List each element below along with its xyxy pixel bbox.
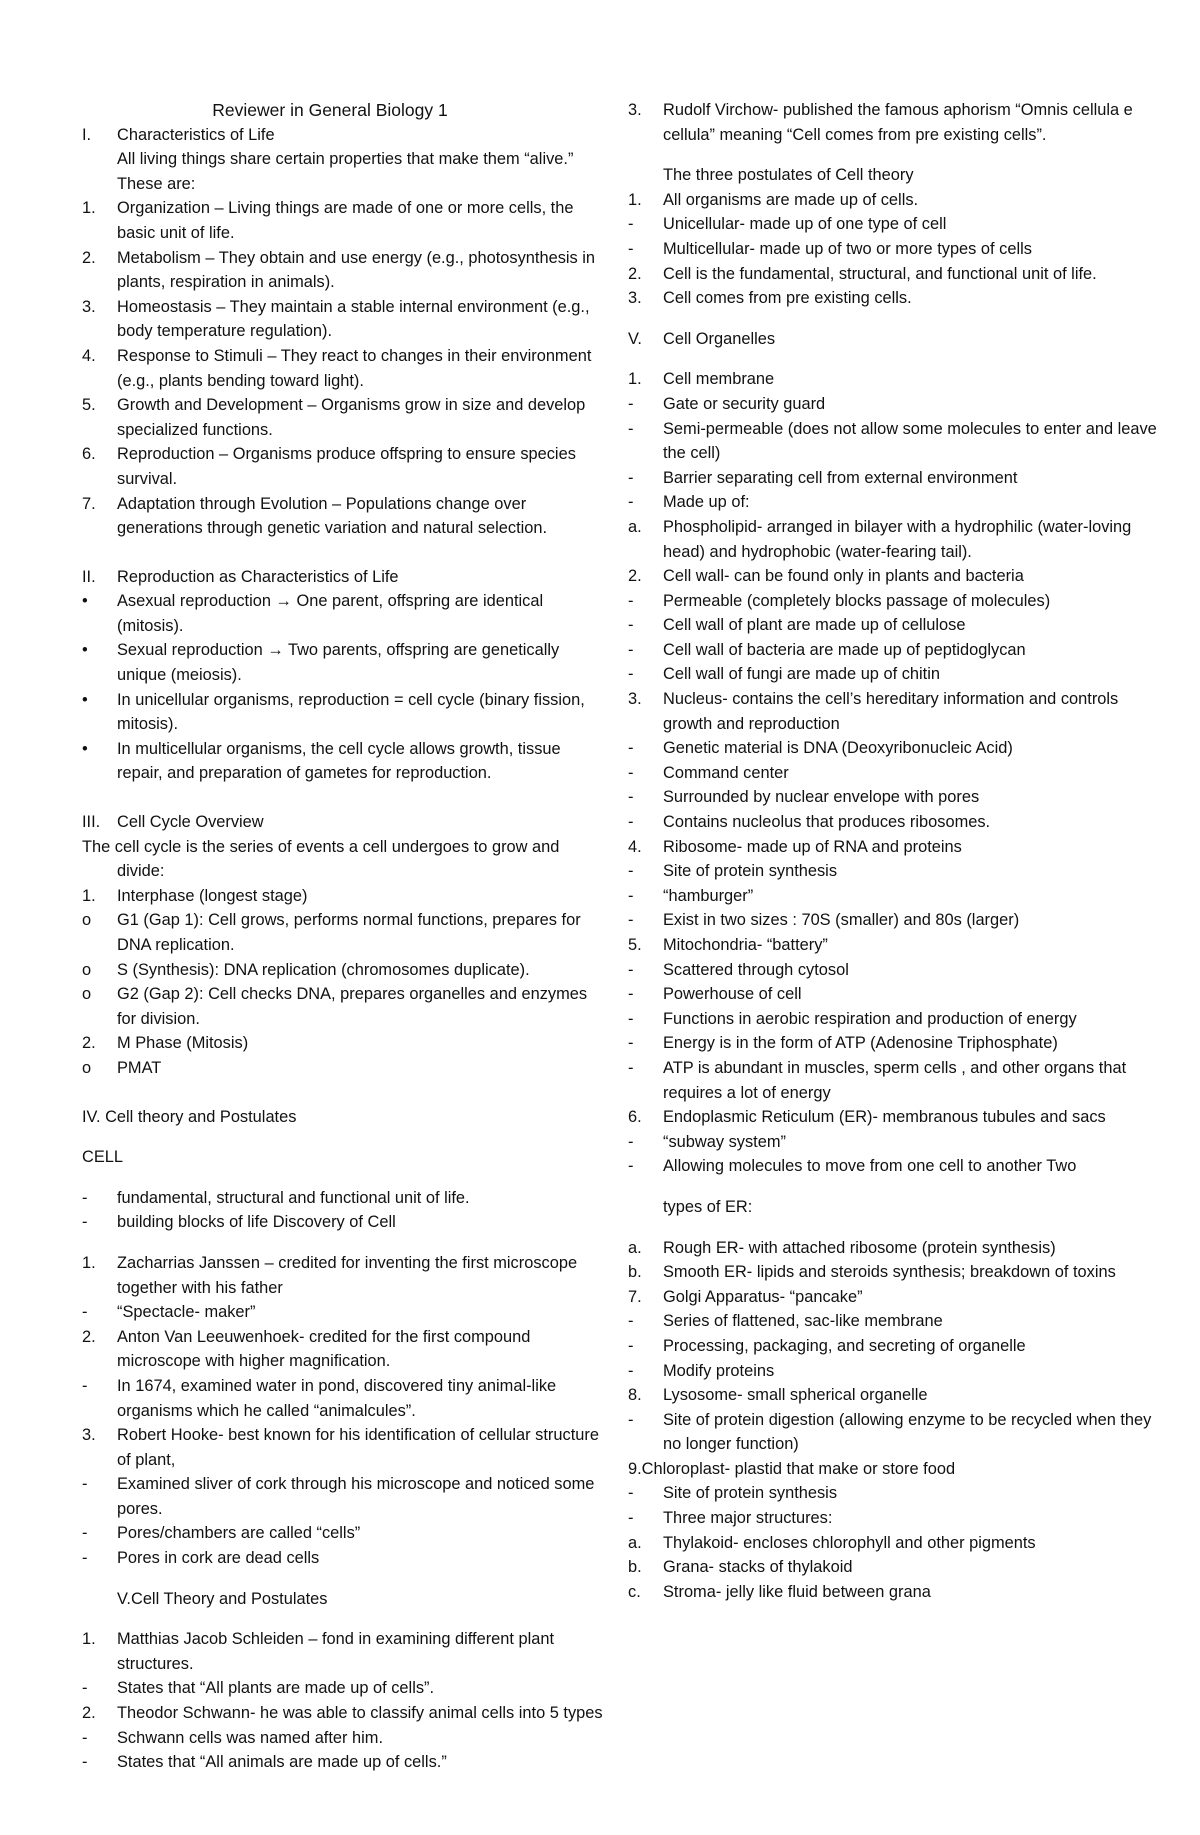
- list-marker: 7.: [628, 1287, 642, 1306]
- list-item-text: Endoplasmic Reticulum (ER)- membranous tubules and sacs: [663, 1108, 1106, 1127]
- list-item-text: All organisms are made up of cells.: [663, 190, 919, 209]
- list-marker: 5.: [628, 936, 642, 954]
- list-item: [628, 212, 1168, 237]
- text-line: divide:: [117, 862, 165, 881]
- list-marker: 2.: [628, 567, 642, 586]
- list-item-text: Cell wall of plant are made up of cellulose: [663, 616, 966, 635]
- list-item-text: Contains nucleolus that produces ribosomes.: [663, 813, 991, 832]
- list-item-text: Cell wall of fungi are made up of chitin: [663, 665, 940, 684]
- list-item: [82, 246, 608, 295]
- list-item: [628, 613, 1168, 638]
- list-item: [628, 1309, 1168, 1334]
- list-item-text: States that “All animals are made up of cells.”: [117, 1753, 447, 1772]
- list-item: [628, 638, 1168, 663]
- list-item: [628, 564, 1168, 589]
- list-item: [82, 1676, 608, 1701]
- list-item: [628, 1383, 1168, 1408]
- list-item: [628, 367, 1168, 392]
- right-column: [628, 98, 1168, 1604]
- list-marker: 1.: [82, 886, 96, 905]
- list-item: [628, 1408, 1168, 1457]
- list-marker: -: [628, 813, 634, 832]
- list-item-text: Processing, packaging, and secreting of organelle: [663, 1336, 1026, 1355]
- list-marker: 1.: [82, 199, 96, 218]
- list-marker: -: [628, 591, 634, 610]
- left-column-lines: [82, 123, 608, 1775]
- list-item-text: Thylakoid- encloses chlorophyll and other pigments: [663, 1533, 1036, 1552]
- list-item-text: Site of protein digestion (allowing enzyme to be recycled when they no longer function): [663, 1410, 1152, 1454]
- list-item: [82, 1186, 608, 1211]
- list-item: [628, 466, 1168, 491]
- list-item-text: Made up of:: [663, 493, 750, 512]
- list-marker: -: [628, 886, 634, 905]
- list-marker: -: [628, 1312, 634, 1331]
- list-marker: -: [628, 493, 634, 512]
- list-item-text: Growth and Development – Organisms grow in size and develop specialized functions.: [117, 396, 586, 439]
- list-item: [628, 1031, 1168, 1056]
- list-marker: -: [628, 640, 634, 659]
- spacer: [82, 1611, 608, 1627]
- list-item: [628, 662, 1168, 687]
- list-item: [82, 1627, 608, 1676]
- list-marker: 2.: [82, 1327, 96, 1346]
- list-item-text: Genetic material is DNA (Deoxyribonucleic Acid): [663, 739, 1013, 758]
- list-marker: -: [628, 1361, 634, 1380]
- list-item-text: “hamburger”: [663, 886, 754, 905]
- list-marker: 3.: [82, 297, 96, 316]
- list-item: [82, 442, 608, 491]
- list-marker: 3.: [628, 289, 642, 308]
- list-item: [628, 1130, 1168, 1155]
- text-line: IV. Cell theory and Postulates: [82, 1107, 297, 1126]
- list-item: [628, 908, 1168, 933]
- spacer: [628, 147, 1168, 163]
- list-item-text: Ribosome- made up of RNA and proteins: [663, 837, 962, 856]
- list-item-text: Lysosome- small spherical organelle: [663, 1386, 928, 1405]
- list-marker: •: [82, 739, 88, 758]
- list-marker: o: [82, 960, 92, 979]
- spacer: [82, 786, 608, 810]
- list-marker: -: [628, 911, 634, 930]
- text-line: types of ER:: [663, 1197, 753, 1216]
- list-marker: 1.: [82, 1630, 96, 1649]
- list-marker: 2.: [82, 248, 96, 267]
- list-item-text: Reproduction as Characteristics of Life: [117, 567, 399, 586]
- list-item: [82, 589, 608, 638]
- list-item-text: “Spectacle- maker”: [117, 1303, 256, 1322]
- list-marker: 2.: [628, 264, 642, 283]
- list-marker: -: [628, 1157, 634, 1176]
- list-marker: -: [628, 1009, 634, 1028]
- list-item: [82, 393, 608, 442]
- list-item: [82, 1325, 608, 1374]
- list-item: [82, 1546, 608, 1571]
- list-marker: c.: [628, 1582, 641, 1601]
- list-item: [82, 1472, 608, 1521]
- list-marker: 3.: [82, 1426, 96, 1445]
- list-item-text: Cell Cycle Overview: [117, 813, 264, 832]
- text-line: V.Cell Theory and Postulates: [117, 1589, 328, 1608]
- list-item: [82, 344, 608, 393]
- list-item: [628, 736, 1168, 761]
- list-marker: -: [82, 1524, 88, 1543]
- list-item: [628, 237, 1168, 262]
- list-item-text: “subway system”: [663, 1132, 786, 1151]
- list-item: [628, 761, 1168, 786]
- list-item-text: States that “All plants are made up of cells”.: [117, 1679, 435, 1698]
- list-marker: -: [628, 1132, 634, 1151]
- list-marker: -: [628, 1058, 634, 1077]
- list-item-text: M Phase (Mitosis): [117, 1034, 249, 1053]
- list-marker: -: [628, 788, 634, 807]
- list-marker: o: [82, 911, 92, 930]
- list-item-text: Asexual reproduction → One parent, offspring are identical (mitosis).: [117, 592, 544, 635]
- list-item-text: Powerhouse of cell: [663, 985, 802, 1004]
- list-item: [628, 1555, 1168, 1580]
- spacer: [82, 541, 608, 565]
- list-marker: -: [628, 1336, 634, 1355]
- list-marker: -: [628, 862, 634, 881]
- list-item-text: PMAT: [117, 1058, 162, 1077]
- list-marker: -: [82, 1679, 88, 1698]
- list-item: [628, 810, 1168, 835]
- list-item: [628, 1105, 1168, 1130]
- list-item-text: Cell wall- can be found only in plants and bacteria: [663, 567, 1024, 586]
- list-marker: 2.: [82, 1704, 96, 1723]
- list-item: [82, 958, 608, 983]
- list-item: [628, 286, 1168, 311]
- list-marker: -: [82, 1188, 88, 1207]
- list-item: [628, 1531, 1168, 1556]
- list-item-text: Golgi Apparatus- “pancake”: [663, 1287, 863, 1306]
- list-item-text: Rough ER- with attached ribosome (protein synthesis): [663, 1238, 1056, 1257]
- list-item-text: Cell is the fundamental, structural, and functional unit of life.: [663, 264, 1097, 283]
- list-item-text: Rudolf Virchow- published the famous aphorism “Omnis cellula e cellula” meaning “Cell comes from pre existing cells”.: [663, 101, 1133, 144]
- list-item: [628, 1007, 1168, 1032]
- list-marker: 3.: [628, 101, 642, 119]
- list-marker: 7.: [82, 494, 96, 513]
- text-line: 9.Chloroplast- plastid that make or store food: [628, 1459, 956, 1478]
- list-item-text: In unicellular organisms, reproduction = cell cycle (binary fission, mitosis).: [117, 690, 585, 734]
- list-item: [82, 1210, 608, 1235]
- list-marker: -: [82, 1303, 88, 1322]
- list-marker: -: [628, 1034, 634, 1053]
- list-marker: o: [82, 985, 92, 1004]
- list-marker: b.: [628, 1558, 642, 1577]
- list-item-text: Grana- stacks of thylakoid: [663, 1558, 853, 1577]
- list-marker: -: [628, 616, 634, 635]
- list-item-text: Smooth ER- lipids and steroids synthesis; breakdown of toxins: [663, 1263, 1116, 1282]
- list-item-text: Homeostasis – They maintain a stable internal environment (e.g., body temperature regulation).: [117, 297, 590, 341]
- list-item-text: Energy is in the form of ATP (Adenosine Triphosphate): [663, 1034, 1058, 1053]
- list-item-text: Examined sliver of cork through his microscope and noticed some pores.: [117, 1475, 595, 1518]
- list-marker: •: [82, 641, 88, 660]
- list-item: [628, 687, 1168, 736]
- list-item-text: Functions in aerobic respiration and production of energy: [663, 1009, 1077, 1028]
- list-marker: -: [628, 985, 634, 1004]
- list-marker: -: [628, 215, 634, 234]
- list-item: [628, 933, 1168, 958]
- spacer: [82, 1129, 608, 1145]
- list-item-text: Site of protein synthesis: [663, 862, 838, 881]
- spacer: [82, 1571, 608, 1587]
- list-marker: -: [628, 665, 634, 684]
- list-item: [82, 884, 608, 909]
- spacer: [82, 1170, 608, 1186]
- text-line: All living things share certain properties that make them “alive.” These are:: [117, 150, 574, 193]
- list-marker: -: [628, 739, 634, 758]
- list-item: [82, 123, 608, 148]
- list-item: [628, 188, 1168, 213]
- list-item: [628, 785, 1168, 810]
- list-item-text: Nucleus- contains the cell’s hereditary information and controls growth and reproduction: [663, 690, 1119, 733]
- list-item: [628, 1056, 1168, 1105]
- list-marker: 3.: [628, 690, 642, 709]
- list-item-text: Series of flattened, sac-like membrane: [663, 1312, 943, 1331]
- list-marker: -: [628, 960, 634, 979]
- list-marker: 1.: [628, 370, 642, 389]
- list-item-text: Zacharrias Janssen – credited for inventing the first microscope together with his father: [117, 1253, 578, 1297]
- document-title: Reviewer in General Biology 1: [212, 100, 448, 120]
- list-item-text: G1 (Gap 1): Cell grows, performs normal functions, prepares for DNA replication.: [117, 911, 581, 954]
- list-item: [628, 1154, 1168, 1179]
- right-column-lines: [628, 98, 1168, 1604]
- list-item: [628, 1580, 1168, 1605]
- list-item-text: S (Synthesis): DNA replication (chromosomes duplicate).: [117, 960, 530, 979]
- list-item: [628, 1285, 1168, 1310]
- list-marker: -: [628, 1509, 634, 1528]
- list-item-text: Cell Organelles: [663, 329, 776, 348]
- spacer: [628, 351, 1168, 367]
- list-marker: b.: [628, 1263, 642, 1282]
- list-marker: III.: [82, 813, 101, 832]
- list-item-text: Response to Stimuli – They react to changes in their environment (e.g., plants bending toward light).: [117, 346, 592, 390]
- list-item: [82, 1423, 608, 1472]
- list-item: [82, 1056, 608, 1081]
- list-item-text: building blocks of life Discovery of Cell: [117, 1213, 396, 1232]
- list-marker: I.: [82, 125, 92, 144]
- list-item-text: Barrier separating cell from external environment: [663, 468, 1018, 487]
- list-item-text: Theodor Schwann- he was able to classify animal cells into 5 types: [117, 1704, 603, 1723]
- list-item: [82, 982, 608, 1031]
- list-item-text: Phospholipid- arranged in bilayer with a hydrophilic (water-loving head) and hydrophobic (water-fearing tail).: [663, 517, 1132, 561]
- list-marker: -: [628, 763, 634, 782]
- list-marker: -: [628, 239, 634, 258]
- list-item-text: Allowing molecules to move from one cell to another Two: [663, 1157, 1077, 1176]
- list-item-text: Gate or security guard: [663, 394, 826, 413]
- list-item: [628, 589, 1168, 614]
- list-item: [82, 1031, 608, 1056]
- list-item-text: Cell membrane: [663, 370, 775, 389]
- list-item: [82, 1374, 608, 1423]
- list-item: [82, 1701, 608, 1726]
- list-item-text: Stroma- jelly like fluid between grana: [663, 1582, 931, 1601]
- list-marker: -: [628, 419, 634, 438]
- list-item-text: Exist in two sizes : 70S (smaller) and 80s (larger): [663, 911, 1020, 930]
- list-item-text: Semi-permeable (does not allow some molecules to enter and leave the cell): [663, 419, 1157, 463]
- list-marker: -: [628, 468, 634, 487]
- list-item: [628, 490, 1168, 515]
- list-item: [628, 392, 1168, 417]
- left-column: [82, 98, 608, 1775]
- list-item-text: Robert Hooke- best known for his identification of cellular structure of plant,: [117, 1426, 599, 1469]
- list-item: [82, 565, 608, 590]
- list-marker: •: [82, 592, 88, 611]
- list-item-text: Scattered through cytosol: [663, 960, 849, 979]
- list-item-text: Adaptation through Evolution – Populations change over generations through genetic variation and natural selection.: [117, 494, 548, 538]
- list-item: [82, 295, 608, 344]
- text-line: CELL: [82, 1148, 124, 1167]
- list-item-text: Command center: [663, 763, 789, 782]
- list-marker: -: [628, 394, 634, 413]
- list-item: [628, 1334, 1168, 1359]
- list-item: [628, 262, 1168, 287]
- list-item: [628, 1481, 1168, 1506]
- list-marker: 4.: [628, 837, 642, 856]
- list-item-text: Pores/chambers are called “cells”: [117, 1524, 361, 1543]
- list-marker: a.: [628, 1238, 642, 1257]
- list-item-text: Cell wall of bacteria are made up of peptidoglycan: [663, 640, 1026, 659]
- list-item-text: Three major structures:: [663, 1509, 833, 1528]
- list-marker: 2.: [82, 1034, 96, 1053]
- list-item: [628, 982, 1168, 1007]
- list-item: [82, 1750, 608, 1775]
- list-item-text: Interphase (longest stage): [117, 886, 308, 905]
- list-marker: a.: [628, 1533, 642, 1552]
- list-item: [82, 737, 608, 786]
- list-item: [628, 859, 1168, 884]
- list-marker: -: [82, 1213, 88, 1232]
- list-item: [82, 688, 608, 737]
- list-marker: -: [628, 1484, 634, 1503]
- list-item-text: Matthias Jacob Schleiden – fond in examining different plant structures.: [117, 1630, 555, 1673]
- list-item: [628, 327, 1168, 352]
- list-marker: 8.: [628, 1386, 642, 1405]
- spacer: [82, 1081, 608, 1105]
- list-item: [82, 196, 608, 245]
- list-item-text: Organization – Living things are made of one or more cells, the basic unit of life.: [117, 199, 574, 242]
- spacer: [628, 1179, 1168, 1195]
- list-marker: 1.: [628, 190, 642, 209]
- spacer: [628, 1220, 1168, 1236]
- list-marker: a.: [628, 517, 642, 536]
- list-marker: 4.: [82, 346, 96, 365]
- list-item-text: Surrounded by nuclear envelope with pores: [663, 788, 980, 807]
- list-item: [82, 810, 608, 835]
- list-item: [628, 1359, 1168, 1384]
- list-marker: -: [82, 1728, 88, 1747]
- list-item: [628, 1236, 1168, 1261]
- spacer: [628, 311, 1168, 327]
- list-marker: 6.: [628, 1108, 642, 1127]
- list-item-text: Cell comes from pre existing cells.: [663, 289, 912, 308]
- list-item: [628, 884, 1168, 909]
- list-item-text: Pores in cork are dead cells: [117, 1549, 320, 1568]
- list-item: [628, 958, 1168, 983]
- list-item: [628, 515, 1168, 564]
- list-item: [82, 1251, 608, 1300]
- list-item: [82, 1521, 608, 1546]
- list-item: [82, 492, 608, 541]
- list-item-text: In 1674, examined water in pond, discovered tiny animal-like organisms which he called “animalcules”.: [117, 1376, 557, 1420]
- list-item-text: In multicellular organisms, the cell cycle allows growth, tissue repair, and preparation of gametes for reproduction.: [117, 739, 561, 783]
- list-item-text: Permeable (completely blocks passage of molecules): [663, 591, 1051, 610]
- list-marker: -: [82, 1376, 88, 1395]
- list-item-text: ATP is abundant in muscles, sperm cells , and other organs that requires a lot of energy: [663, 1058, 1127, 1102]
- list-item: [82, 1300, 608, 1325]
- list-item-text: Mitochondria- “battery”: [663, 936, 828, 954]
- list-item-text: Site of protein synthesis: [663, 1484, 838, 1503]
- list-item-text: Characteristics of Life: [117, 125, 275, 144]
- list-item: [82, 908, 608, 957]
- list-item-text: Unicellular- made up of one type of cell: [663, 215, 947, 234]
- list-item-text: Reproduction – Organisms produce offspring to ensure species survival.: [117, 445, 576, 488]
- list-marker: -: [82, 1549, 88, 1568]
- list-item-text: fundamental, structural and functional unit of life.: [117, 1188, 470, 1207]
- list-item: [628, 835, 1168, 860]
- list-marker: -: [628, 1410, 634, 1429]
- list-item: [628, 98, 1168, 147]
- list-marker: 6.: [82, 445, 96, 464]
- list-item: [82, 1726, 608, 1751]
- list-item-text: Anton Van Leeuwenhoek- credited for the first compound microscope with higher magnification.: [117, 1327, 531, 1371]
- list-marker: -: [82, 1753, 88, 1772]
- spacer: [82, 1235, 608, 1251]
- list-marker: •: [82, 690, 88, 709]
- list-marker: -: [82, 1475, 88, 1494]
- list-item: [628, 1260, 1168, 1285]
- list-item: [628, 417, 1168, 466]
- list-item-text: Multicellular- made up of two or more types of cells: [663, 239, 1032, 258]
- text-line: The cell cycle is the series of events a cell undergoes to grow and: [82, 837, 560, 856]
- list-item-text: Schwann cells was named after him.: [117, 1728, 384, 1747]
- list-marker: 1.: [82, 1253, 96, 1272]
- list-marker: o: [82, 1058, 92, 1077]
- list-item: [82, 638, 608, 687]
- list-item-text: Modify proteins: [663, 1361, 775, 1380]
- list-marker: V.: [628, 329, 642, 348]
- text-line: The three postulates of Cell theory: [663, 166, 914, 185]
- list-marker: II.: [82, 567, 96, 586]
- list-item-text: Sexual reproduction → Two parents, offspring are genetically unique (meiosis).: [117, 641, 560, 685]
- list-item: [628, 1506, 1168, 1531]
- list-item-text: Metabolism – They obtain and use energy (e.g., photosynthesis in plants, respiration in animals).: [117, 248, 596, 292]
- list-item-text: G2 (Gap 2): Cell checks DNA, prepares organelles and enzymes for division.: [117, 985, 588, 1028]
- list-marker: 5.: [82, 396, 96, 415]
